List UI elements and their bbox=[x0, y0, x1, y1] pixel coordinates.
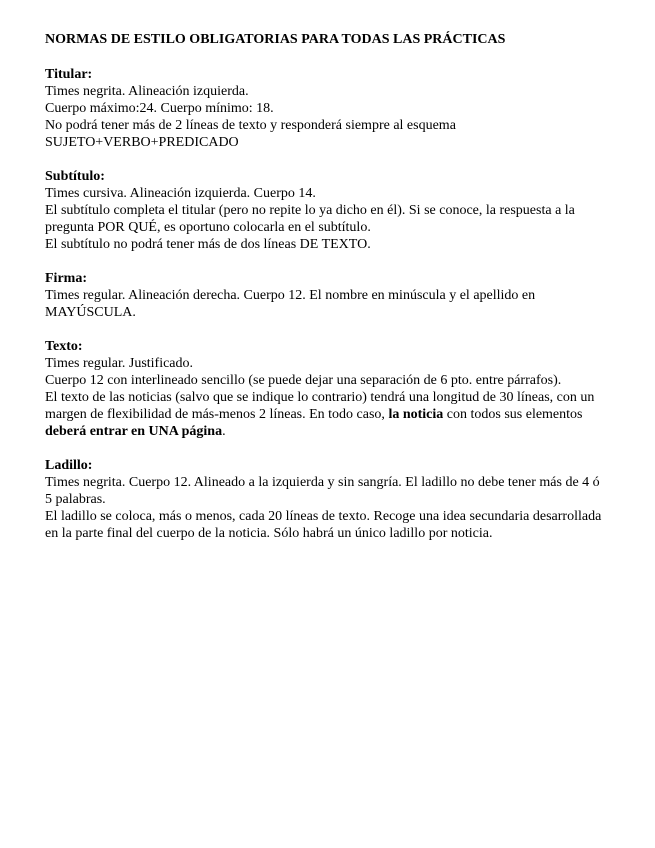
section-ladillo bbox=[45, 457, 607, 542]
section-heading-ladillo: Ladillo: bbox=[45, 458, 93, 473]
section-firma bbox=[45, 270, 607, 321]
section-heading-firma: Firma: bbox=[45, 271, 87, 286]
section-heading-titular: Titular: bbox=[45, 67, 93, 82]
subtitulo-line-1: Times cursiva. Alineación izquierda. Cuerpo 14. bbox=[45, 186, 316, 201]
section-subtitulo bbox=[45, 168, 607, 253]
titular-line-1: Times negrita. Alineación izquierda. bbox=[45, 84, 249, 99]
texto-paragraph-3-part-1: El texto de las noticias (salvo que se indique lo contrario) tendrá una longitud de 30 líneas, con un margen de flexibilidad de más-menos 2 líneas. En todo caso, bbox=[45, 390, 595, 422]
texto-emphasis-la-noticia: la noticia bbox=[388, 407, 444, 422]
titular-line-4: SUJETO+VERBO+PREDICADO bbox=[45, 135, 239, 150]
document-page bbox=[45, 31, 607, 559]
ladillo-paragraph-1: Times negrita. Cuerpo 12. Alineado a la izquierda y sin sangría. El ladillo no debe tener más de 4 ó 5 palabras. bbox=[45, 475, 600, 507]
titular-line-2: Cuerpo máximo:24. Cuerpo mínimo: 18. bbox=[45, 101, 274, 116]
texto-paragraph-3-part-2: con todos sus elementos bbox=[443, 407, 583, 422]
firma-paragraph-1: Times regular. Alineación derecha. Cuerpo 12. El nombre en minúscula y el apellido en MAYÚSCULA. bbox=[45, 288, 536, 320]
texto-line-1: Times regular. Justificado. bbox=[45, 356, 194, 371]
section-texto bbox=[45, 338, 607, 440]
section-heading-texto: Texto: bbox=[45, 339, 83, 354]
texto-paragraph-3 bbox=[45, 389, 607, 440]
subtitulo-paragraph-2: El subtítulo completa el titular (pero no repite lo ya dicho en él). Si se conoce, la respuesta a la pregunta POR QUÉ, es oportuno colocarla en el subtítulo. bbox=[45, 203, 575, 235]
texto-emphasis-una-pagina: deberá entrar en UNA página bbox=[45, 424, 223, 439]
document-title: NORMAS DE ESTILO OBLIGATORIAS PARA TODAS LAS PRÁCTICAS bbox=[45, 32, 506, 47]
section-heading-subtitulo: Subtítulo: bbox=[45, 169, 105, 184]
ladillo-paragraph-2: El ladillo se coloca, más o menos, cada 20 líneas de texto. Recoge una idea secundaria desarrollada en la parte final del cuerpo de la noticia. Sólo habrá un único ladillo por noticia. bbox=[45, 509, 602, 541]
texto-line-2: Cuerpo 12 con interlineado sencillo (se puede dejar una separación de 6 pto. entre párrafos). bbox=[45, 373, 562, 388]
section-titular bbox=[45, 66, 607, 151]
texto-paragraph-3-part-3: . bbox=[222, 424, 226, 439]
subtitulo-line-3: El subtítulo no podrá tener más de dos líneas DE TEXTO. bbox=[45, 237, 371, 252]
titular-line-3: No podrá tener más de 2 líneas de texto y responderá siempre al esquema bbox=[45, 118, 456, 133]
